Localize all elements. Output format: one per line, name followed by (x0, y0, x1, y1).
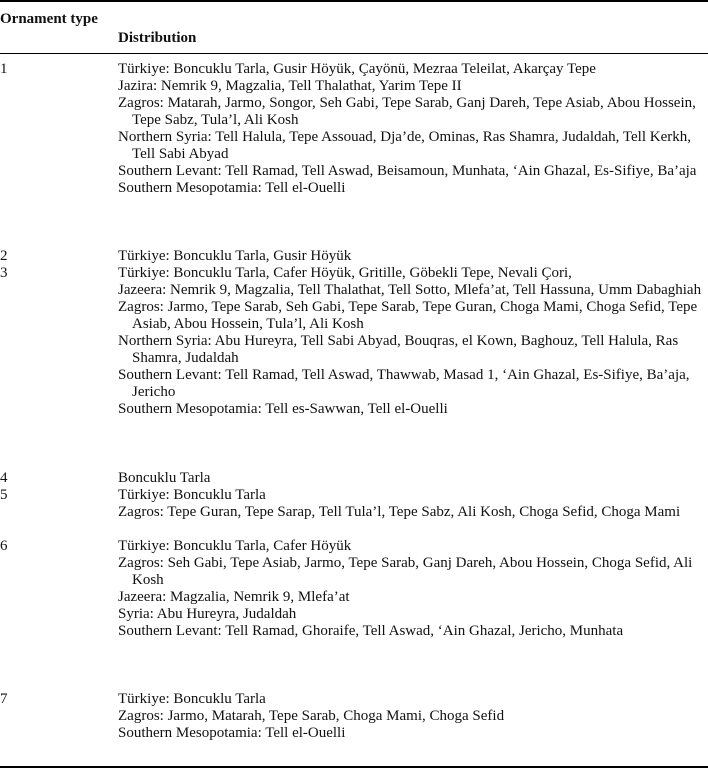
region-turkiye: Türkiye: Boncuklu Tarla (118, 691, 266, 707)
region-southern-mesopotamia: Southern Mesopotamia: Tell el-Ouelli (118, 725, 346, 741)
region-zagros: Zagros: Matarah, Jarmo, Songor, Seh Gabi, Tepe Sarab, Ganj Dareh, Tepe Asiab, Abou Hossein, Tepe Sabz, Tula’l, Ali Kosh (118, 95, 696, 128)
region-southern-levant: Southern Levant: Tell Ramad, Tell Aswad, Beisamoun, Munhata, ‘Ain Ghazal, Es-Sifiye, Ba’aja (118, 163, 697, 179)
table-top-rule (0, 0, 708, 2)
region-southern-levant: Southern Levant: Tell Ramad, Ghoraife, Tell Aswad, ‘Ain Ghazal, Jericho, Munhata (118, 623, 624, 639)
region-jazeera: Jazeera: Nemrik 9, Magzalia, Tell Thalathat, Tell Sotto, Mlefa’at, Tell Hassuna, Umm Dabaghiah (118, 282, 702, 298)
distribution-cell (118, 265, 708, 418)
distribution-cell (118, 538, 708, 640)
region-turkiye: Türkiye: Boncuklu Tarla, Gusir Höyük, Çayönü, Mezraa Teleilat, Akarçay Tepe (118, 61, 596, 77)
region-jazeera: Jazeera: Magzalia, Nemrik 9, Mlefa’at (118, 589, 350, 605)
distribution-cell (118, 487, 708, 521)
distribution-cell (118, 248, 708, 265)
region-turkiye: Türkiye: Boncuklu Tarla, Gusir Höyük (118, 248, 352, 264)
ornament-type-number: 3 (0, 265, 8, 281)
ornament-type-number: 5 (0, 487, 8, 503)
region-northern-syria: Northern Syria: Tell Halula, Tepe Assouad, Dja’de, Ominas, Ras Shamra, Judaldah, Tell Kerkh, Tell Sabi Abyad (118, 129, 691, 162)
region-jazira: Jazira: Nemrik 9, Magzalia, Tell Thalathat, Yarim Tepe II (118, 78, 462, 94)
ornament-type-number: 4 (0, 470, 8, 486)
ornament-type-number: 2 (0, 248, 8, 264)
region-zagros: Zagros: Seh Gabi, Tepe Asiab, Jarmo, Tepe Sarab, Ganj Dareh, Abou Hossein, Choga Sefid, Ali Kosh (118, 555, 693, 588)
ornament-type-number: 7 (0, 691, 8, 707)
table-header-rule (0, 53, 708, 54)
ornament-type-number: 1 (0, 61, 8, 77)
region-southern-levant: Southern Levant: Tell Ramad, Tell Aswad, Thawwab, Masad 1, ‘Ain Ghazal, Es-Sifiye, Ba’aja, Jericho (118, 367, 690, 400)
header-ornament-type: Ornament type (0, 11, 98, 27)
region-syria: Syria: Abu Hureyra, Judaldah (118, 606, 297, 622)
region-turkiye: Türkiye: Boncuklu Tarla (118, 487, 266, 503)
distribution-cell (118, 691, 708, 742)
region-zagros: Zagros: Tepe Guran, Tepe Sarap, Tell Tula’l, Tepe Sabz, Ali Kosh, Choga Sefid, Choga Mami (118, 504, 681, 520)
distribution-cell (118, 470, 708, 487)
region-turkiye: Türkiye: Boncuklu Tarla, Cafer Höyük (118, 538, 352, 554)
header-distribution: Distribution (118, 30, 197, 46)
region-southern-mesopotamia: Southern Mesopotamia: Tell es-Sawwan, Tell el-Ouelli (118, 401, 448, 417)
region-site: Boncuklu Tarla (118, 470, 211, 486)
ornament-type-number: 6 (0, 538, 8, 554)
region-zagros: Zagros: Jarmo, Tepe Sarab, Seh Gabi, Tepe Sarab, Tepe Guran, Choga Mami, Choga Sefid, Tepe Asiab, Abou Hossein, Tula’l, Ali Kosh (118, 299, 698, 332)
region-southern-mesopotamia: Southern Mesopotamia: Tell el-Ouelli (118, 180, 346, 196)
region-northern-syria: Northern Syria: Abu Hureyra, Tell Sabi Abyad, Bouqras, el Kown, Baghouz, Tell Halula, Ras Shamra, Judaldah (118, 333, 679, 366)
region-turkiye: Türkiye: Boncuklu Tarla, Cafer Höyük, Gritille, Göbekli Tepe, Nevali Çori, (118, 265, 572, 281)
distribution-cell (118, 61, 708, 197)
table-bottom-rule (0, 766, 708, 768)
region-zagros: Zagros: Jarmo, Matarah, Tepe Sarab, Choga Mami, Choga Sefid (118, 708, 505, 724)
